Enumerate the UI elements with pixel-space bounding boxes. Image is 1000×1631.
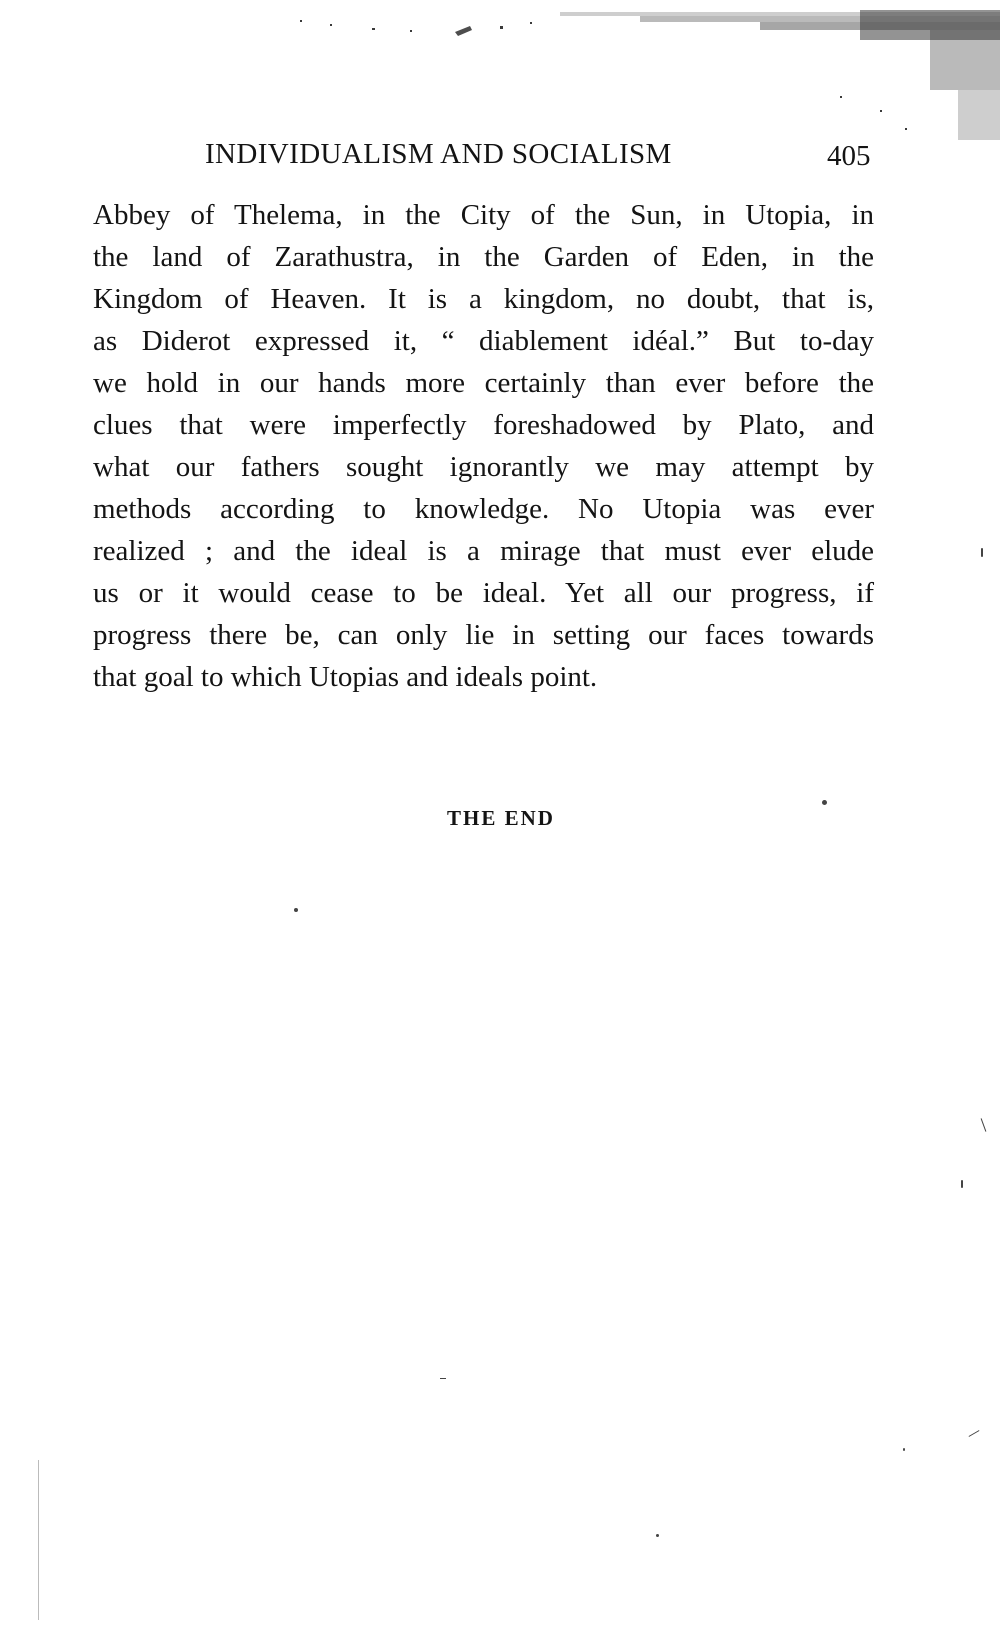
scan-speck xyxy=(656,1534,659,1537)
scan-noise-top-edge xyxy=(0,0,1000,140)
text-line: Kingdom of Heaven. It is a kingdom, no doubt, that is, xyxy=(93,283,874,315)
text-line: methods according to knowledge. No Utopia was ever xyxy=(93,493,874,525)
text-line: that goal to which Utopias and ideals point. xyxy=(93,661,598,693)
running-head xyxy=(93,138,883,178)
text-line: what our fathers sought ignorantly we may attempt by xyxy=(93,451,874,483)
scan-speck xyxy=(981,1118,987,1131)
text-line: Abbey of Thelema, in the City of the Sun, in Utopia, in xyxy=(93,199,874,231)
text-line: realized ; and the ideal is a mirage that must ever elude xyxy=(93,535,874,567)
scan-speck xyxy=(38,1460,39,1620)
scan-speck xyxy=(440,1378,446,1379)
body-paragraph xyxy=(93,194,874,698)
the-end-heading: THE END xyxy=(447,806,555,830)
text-line: us or it would cease to be ideal. Yet all our progress, if xyxy=(93,577,874,609)
scan-speck xyxy=(822,800,827,805)
text-line: the land of Zarathustra, in the Garden of Eden, in the xyxy=(93,241,874,273)
scan-speck xyxy=(981,548,983,557)
running-head-title: INDIVIDUALISM AND SOCIALISM xyxy=(205,138,672,170)
text-line: clues that were imperfectly foreshadowed by Plato, and xyxy=(93,409,874,441)
scan-speck xyxy=(961,1180,963,1188)
text-line: progress there be, can only lie in setting our faces towards xyxy=(93,619,874,651)
text-line: as Diderot expressed it, “ diablement idéal.” But to-day xyxy=(93,325,874,357)
scan-speck xyxy=(969,1430,980,1437)
text-line: we hold in our hands more certainly than ever before the xyxy=(93,367,874,399)
scan-speck xyxy=(294,908,298,912)
page-number: 405 xyxy=(827,140,871,172)
scan-speck xyxy=(903,1448,905,1451)
